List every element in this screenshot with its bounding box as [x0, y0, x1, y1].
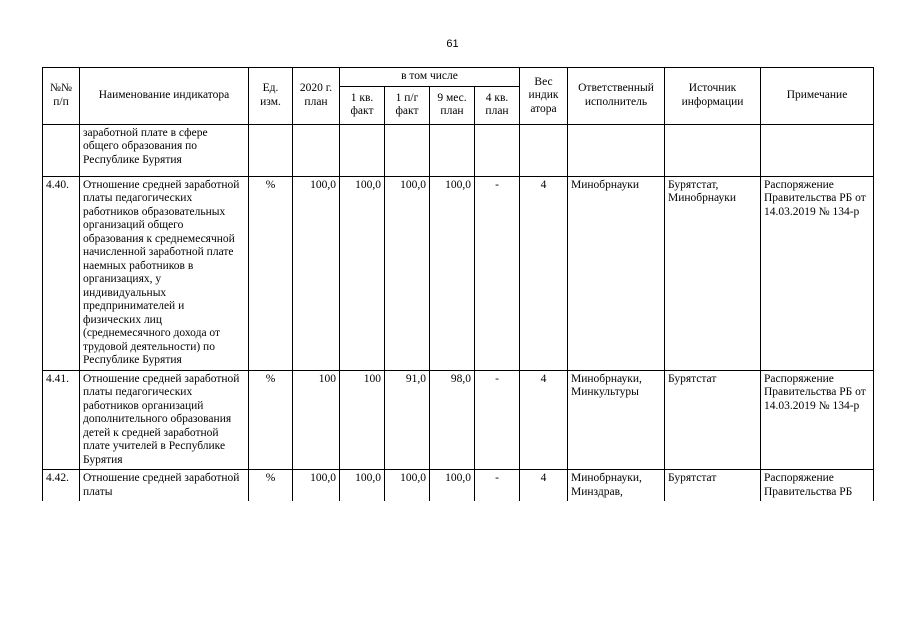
table-row: [43, 124, 874, 176]
row-weight: 4: [520, 470, 568, 502]
header-source: Источник информации: [665, 68, 761, 125]
row-plan-2020: [293, 124, 340, 176]
row-m9: 100,0: [430, 176, 475, 370]
row-q4: -: [475, 176, 520, 370]
header-unit: Ед. изм.: [249, 68, 293, 125]
row-name: Отношение средней заработной платы педагогических работников организаций дополнительного образования детей к средней заработной плате учителей в Республике Бурятия: [80, 370, 249, 470]
row-weight: 4: [520, 370, 568, 470]
row-name: Отношение средней заработной платы: [80, 470, 249, 502]
page-number: 61: [446, 38, 459, 50]
row-name: Отношение средней заработной платы педагогических работников образовательных организаций общего образования к среднемесячной начисленной заработной плате наемных работников в организациях, у индивидуальных предпринимателей и физических лиц (среднемесячного дохода от трудовой деятельности) по Республике Бурятия: [80, 176, 249, 370]
header-name: Наименование индикатора: [80, 68, 249, 125]
table-row: [43, 370, 874, 470]
row-source: Бурятстат: [665, 370, 761, 470]
row-num: 4.40.: [43, 176, 80, 370]
table-row: [43, 470, 874, 502]
row-q1: [340, 124, 385, 176]
row-source: [665, 124, 761, 176]
header-responsible: Ответственный исполнитель: [568, 68, 665, 125]
row-num: 4.41.: [43, 370, 80, 470]
row-m9: 100,0: [430, 470, 475, 502]
row-q1: 100,0: [340, 176, 385, 370]
row-q4: [475, 124, 520, 176]
row-h1: 100,0: [385, 176, 430, 370]
row-q1: 100: [340, 370, 385, 470]
row-num: 4.42.: [43, 470, 80, 502]
row-h1: [385, 124, 430, 176]
row-unit: %: [249, 470, 293, 502]
table-header: [43, 68, 874, 125]
row-note: Распоряжение Правительства РБ от 14.03.2019 № 134-р: [761, 176, 874, 370]
row-source: Бурятстат, Минобрнауки: [665, 176, 761, 370]
row-unit: %: [249, 370, 293, 470]
header-m9: 9 мес. план: [430, 86, 475, 124]
header-note: Примечание: [761, 68, 874, 125]
row-q1: 100,0: [340, 470, 385, 502]
header-plan-2020: 2020 г. план: [293, 68, 340, 125]
header-num: №№ п/п: [43, 68, 80, 125]
row-m9: [430, 124, 475, 176]
row-plan-2020: 100,0: [293, 176, 340, 370]
row-weight: [520, 124, 568, 176]
row-m9: 98,0: [430, 370, 475, 470]
row-unit: [249, 124, 293, 176]
row-source: Бурятстат: [665, 470, 761, 502]
table-row: [43, 176, 874, 370]
row-q4: -: [475, 470, 520, 502]
row-unit: %: [249, 176, 293, 370]
table-body: [43, 124, 874, 501]
header-q1: 1 кв. факт: [340, 86, 385, 124]
indicators-table: [42, 67, 874, 501]
row-weight: 4: [520, 176, 568, 370]
header-h1: 1 п/г факт: [385, 86, 430, 124]
row-name: заработной плате в сфере общего образования по Республике Бурятия: [80, 124, 249, 176]
row-note: Распоряжение Правительства РБ: [761, 470, 874, 502]
row-q4: -: [475, 370, 520, 470]
row-h1: 91,0: [385, 370, 430, 470]
row-num: [43, 124, 80, 176]
header-group: в том числе: [340, 68, 520, 87]
header-weight: Вес индик атора: [520, 68, 568, 125]
row-responsible: [568, 124, 665, 176]
row-h1: 100,0: [385, 470, 430, 502]
row-responsible: Минобрнауки, Минкультуры: [568, 370, 665, 470]
row-note: [761, 124, 874, 176]
row-responsible: Минобрнауки, Минздрав,: [568, 470, 665, 502]
header-q4: 4 кв. план: [475, 86, 520, 124]
row-plan-2020: 100: [293, 370, 340, 470]
row-note: Распоряжение Правительства РБ от 14.03.2019 № 134-р: [761, 370, 874, 470]
row-plan-2020: 100,0: [293, 470, 340, 502]
row-responsible: Минобрнауки: [568, 176, 665, 370]
